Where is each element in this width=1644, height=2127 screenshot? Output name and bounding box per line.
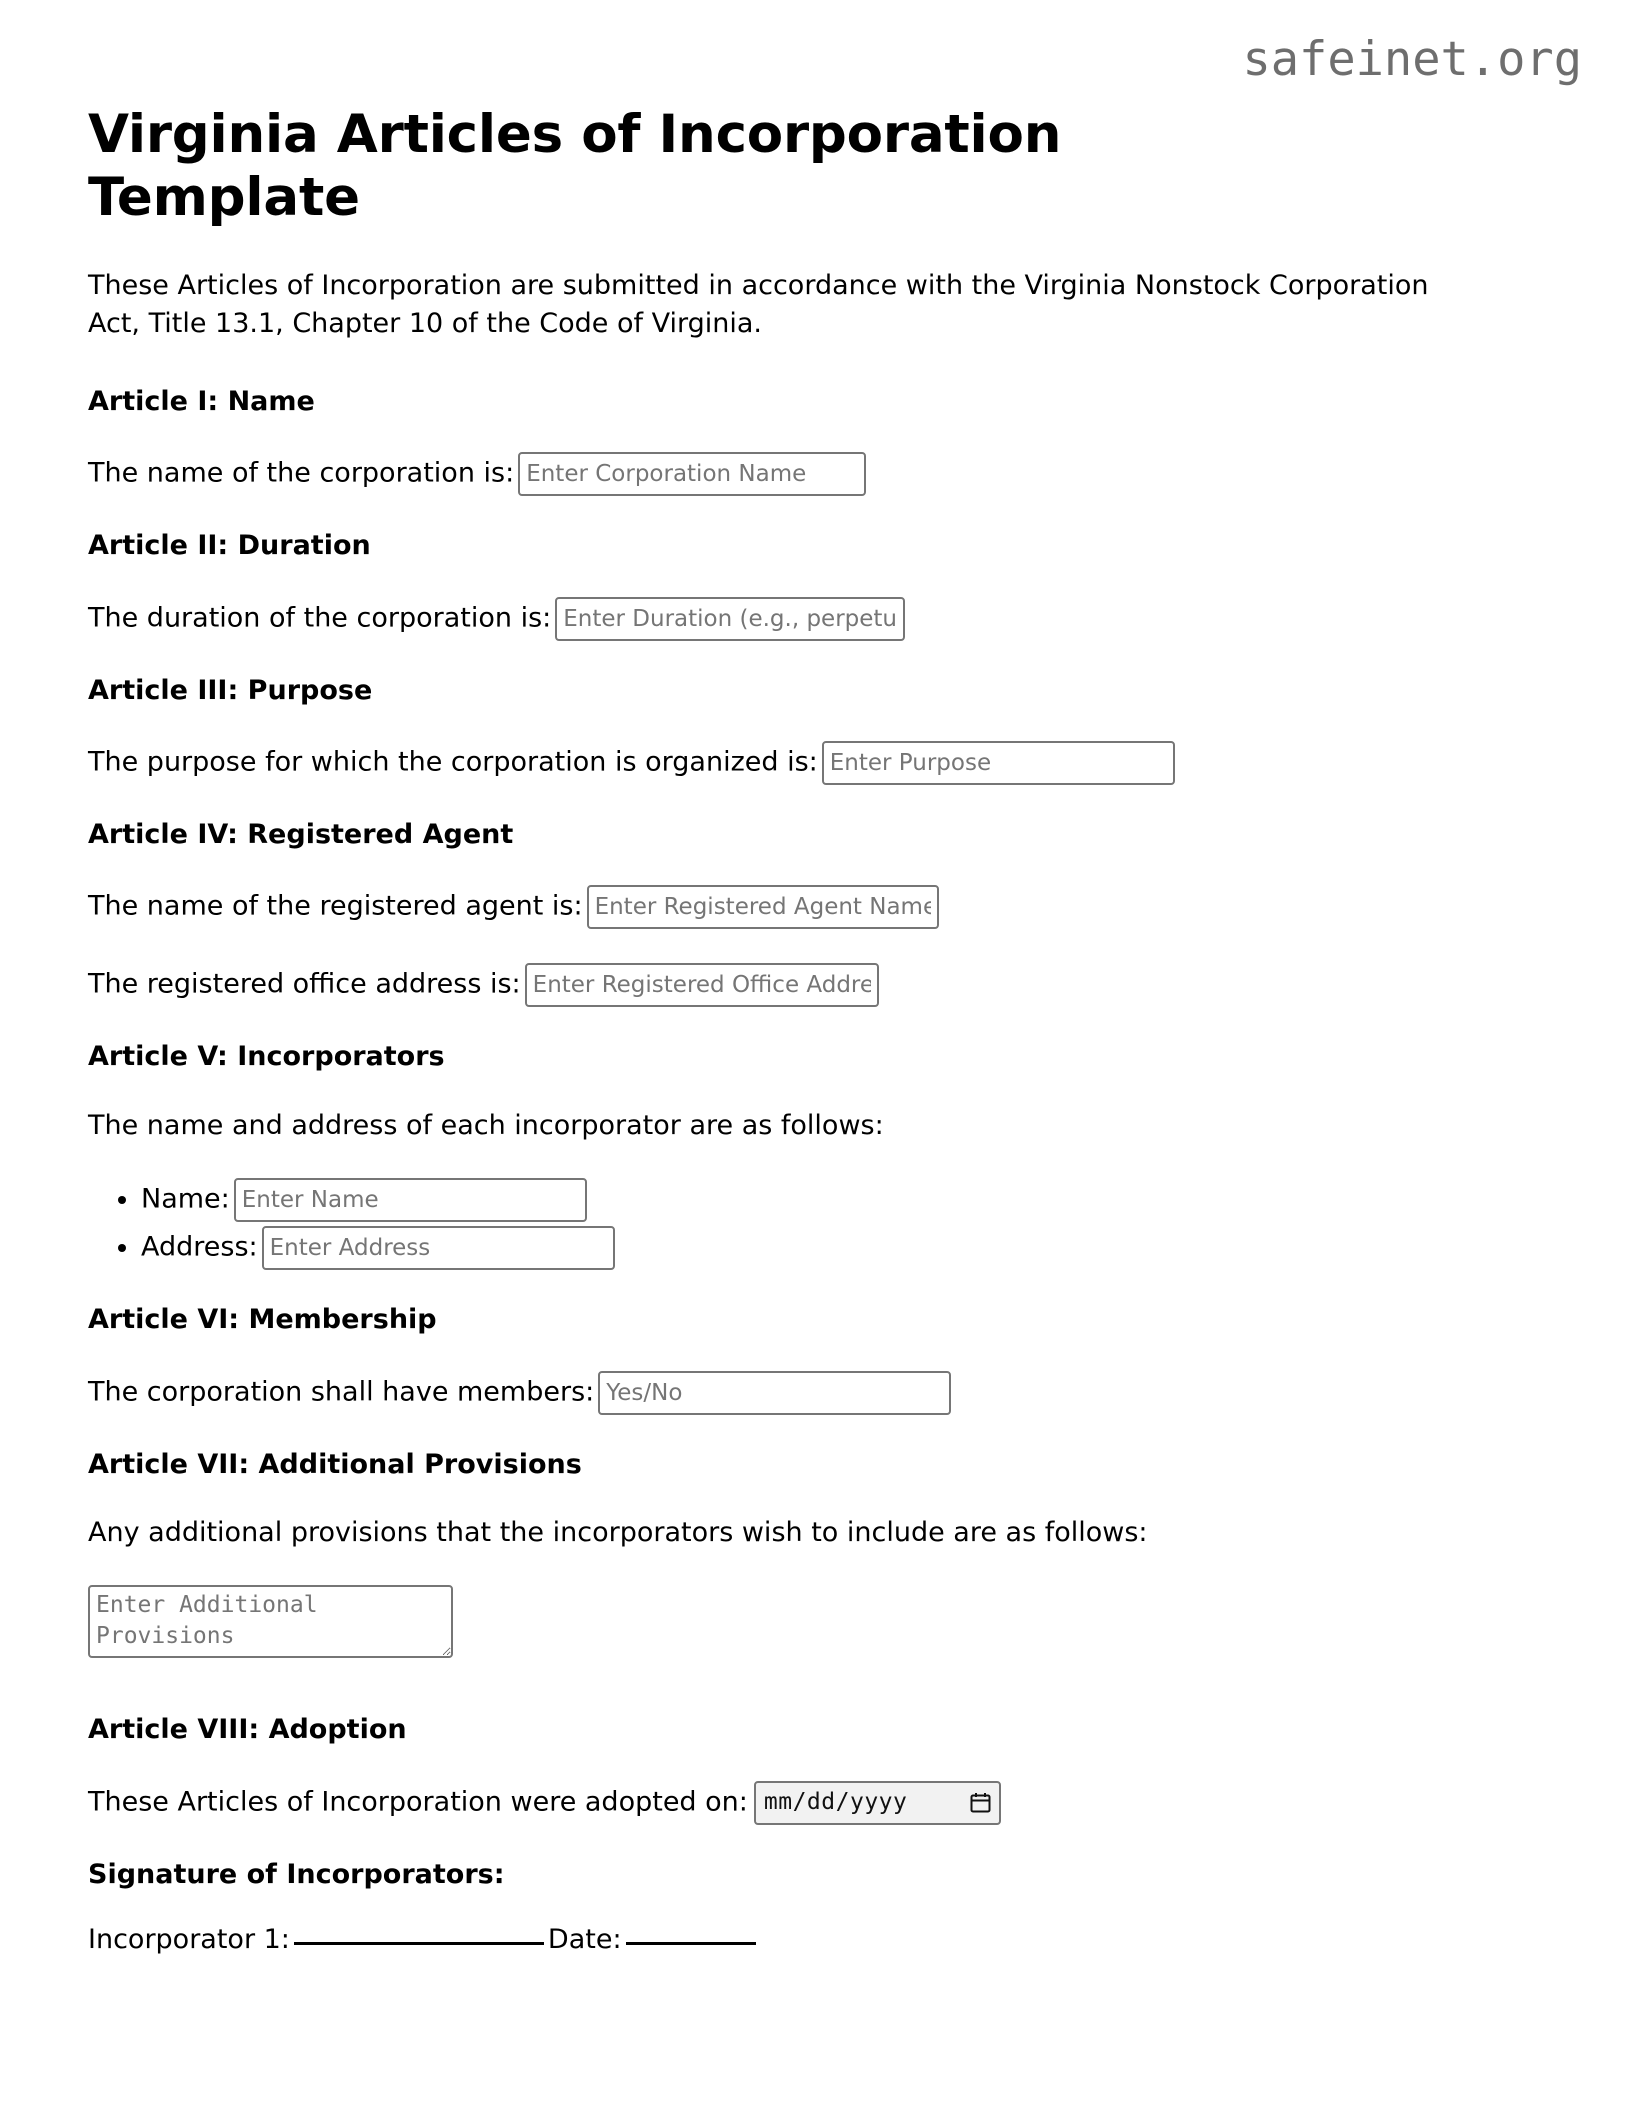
label-adoption-date: These Articles of Incorporation were adopted on: bbox=[88, 1786, 748, 1818]
heading-article-v: Article V: Incorporators bbox=[88, 1041, 445, 1073]
site-watermark: safeinet.org bbox=[1242, 32, 1582, 87]
label-corporation-name: The name of the corporation is: bbox=[88, 457, 515, 489]
label-signature-date: Date: bbox=[547, 1923, 622, 1955]
incorporator-address-input[interactable] bbox=[262, 1226, 615, 1270]
date-blank-line bbox=[626, 1941, 756, 1945]
page-title: Virginia Articles of Incorporation Template bbox=[88, 104, 1062, 228]
incorporators-intro: The name and address of each incorporator are as follows: bbox=[88, 1109, 884, 1141]
label-incorporator-address: Address: bbox=[141, 1231, 258, 1263]
field-row-membership bbox=[88, 1371, 1488, 1415]
incorporator-list bbox=[88, 1178, 1488, 1270]
intro-paragraph: These Articles of Incorporation are submitted in accordance with the Virginia Nonstock Corporation Act, Title 13.1, Chapter 10 of the Code of Virginia. bbox=[88, 270, 1429, 340]
field-row-registered-office bbox=[88, 963, 1488, 1007]
label-incorporator-1: Incorporator 1: bbox=[88, 1923, 290, 1955]
heading-article-vii: Article VII: Additional Provisions bbox=[88, 1448, 582, 1480]
registered-office-input[interactable] bbox=[525, 963, 879, 1007]
label-registered-office: The registered office address is: bbox=[88, 968, 521, 1000]
heading-article-viii: Article VIII: Adoption bbox=[88, 1714, 407, 1746]
list-item bbox=[141, 1226, 1488, 1270]
corporation-name-input[interactable] bbox=[518, 452, 866, 496]
signature-row bbox=[88, 1924, 1488, 1956]
label-purpose: The purpose for which the corporation is organized is: bbox=[88, 746, 818, 778]
label-membership: The corporation shall have members: bbox=[88, 1376, 595, 1407]
heading-article-ii: Article II: Duration bbox=[88, 530, 371, 562]
provisions-intro: Any additional provisions that the incorporators wish to include are as follows: bbox=[88, 1516, 1148, 1548]
field-row-corporation-name bbox=[88, 452, 1488, 496]
heading-signature: Signature of Incorporators: bbox=[88, 1858, 505, 1890]
heading-article-iv: Article IV: Registered Agent bbox=[88, 818, 514, 850]
additional-provisions-textarea[interactable] bbox=[88, 1585, 453, 1658]
registered-agent-input[interactable] bbox=[587, 885, 939, 929]
field-row-duration bbox=[88, 597, 1488, 641]
adoption-date-input[interactable] bbox=[754, 1781, 1001, 1825]
list-item bbox=[141, 1178, 1488, 1222]
field-row-adoption-date bbox=[88, 1781, 1488, 1825]
label-incorporator-name: Name: bbox=[141, 1183, 230, 1215]
label-duration: The duration of the corporation is: bbox=[88, 602, 552, 633]
heading-article-i: Article I: Name bbox=[88, 385, 315, 417]
signature-blank-line bbox=[294, 1941, 544, 1945]
purpose-input[interactable] bbox=[822, 741, 1175, 785]
date-placeholder-text: mm/dd/yyyy bbox=[763, 1788, 908, 1815]
heading-article-iii: Article III: Purpose bbox=[88, 674, 373, 706]
label-registered-agent: The name of the registered agent is: bbox=[88, 890, 583, 922]
calendar-icon[interactable] bbox=[970, 1792, 991, 1813]
membership-input[interactable] bbox=[598, 1371, 951, 1415]
heading-article-vi: Article VI: Membership bbox=[88, 1304, 437, 1336]
incorporator-name-input[interactable] bbox=[234, 1178, 587, 1222]
duration-input[interactable] bbox=[555, 597, 905, 641]
field-row-registered-agent bbox=[88, 885, 1488, 929]
document-content bbox=[88, 104, 1488, 1956]
field-row-purpose bbox=[88, 741, 1488, 785]
